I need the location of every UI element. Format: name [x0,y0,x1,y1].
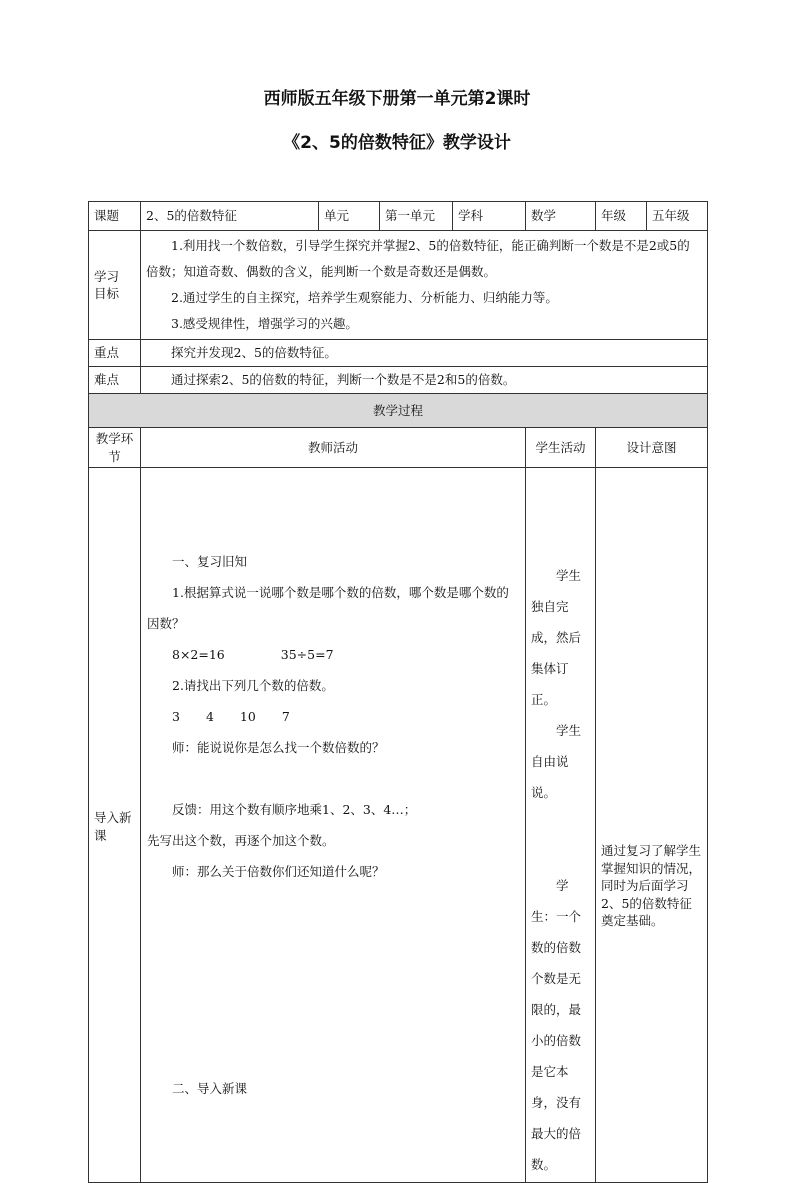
col-teacher: 教师活动 [141,428,526,468]
difficulty-value: 通过探索2、5的倍数的特征，判断一个数是不是2和5的倍数。 [141,367,708,394]
grade-label: 年级 [596,202,647,231]
process-header-row [89,394,708,428]
key-point-label: 重点 [89,340,141,367]
subject-label: 学科 [453,202,526,231]
topic-label: 课题 [89,202,141,231]
goal-item: 3.感受规律性，增强学习的兴趣。 [171,316,358,331]
col-intent: 设计意图 [596,428,708,468]
key-point-row [89,340,708,367]
topic-value: 2、5的倍数特征 [141,202,319,231]
unit-label: 单元 [319,202,380,231]
difficulty-row [89,367,708,394]
student-activity: 学生独自完成，然后集体订正。 学生自由说说。 学生：一个数的倍数个数是无限的，最小的倍数是它本身，没有最大的倍数。 [526,468,596,1183]
col-stage: 教学环节 [89,428,141,468]
stage-row [89,468,708,1183]
key-point-value: 探究并发现2、5的倍数特征。 [141,340,708,367]
goal-item: 2.通过学生的自主探究，培养学生观察能力、分析能力、归纳能力等。 [171,290,558,305]
goals-content [141,231,708,340]
page-title: 西师版五年级下册第一单元第2课时 [263,89,531,109]
stage-name: 导入新课 [89,468,141,1183]
goal-item: 1.利用找一个数倍数，引导学生探究并掌握2、5的倍数特征，能正确判断一个数是不是2或5的倍数；知道奇数、偶数的含义，能判断一个数是奇数还是偶数。 [146,238,690,279]
design-intent: 通过复习了解学生掌握知识的情况，同时为后面学习2、5的倍数特征奠定基础。 [596,468,708,1183]
unit-value: 第一单元 [380,202,453,231]
goals-label: 学习 目标 [89,231,141,340]
page-subtitle: 《2、5的倍数特征》教学设计 [283,133,511,153]
teacher-activity: 一、复习旧知 1.根据算式说一说哪个数是哪个数的倍数，哪个数是哪个数的因数？ 8×2=16 35÷5=7 2.请找出下列几个数的倍数。 3 4 10 7 师：能说说你是怎么找一个数倍数的？ 反馈：用这个数有顺序地乘1、2、3、4…； 先写出这个数，再逐个加这个数。 师：那么关于倍数你们还知道什么呢？ 二、导入新课 [141,468,526,1183]
column-header-row [89,428,708,468]
lesson-plan-table [88,201,708,1183]
subject-value: 数学 [526,202,596,231]
goals-row [89,231,708,340]
grade-value: 五年级 [647,202,708,231]
difficulty-label: 难点 [89,367,141,394]
process-header: 教学过程 [89,394,708,428]
col-student: 学生活动 [526,428,596,468]
info-row [89,202,708,231]
